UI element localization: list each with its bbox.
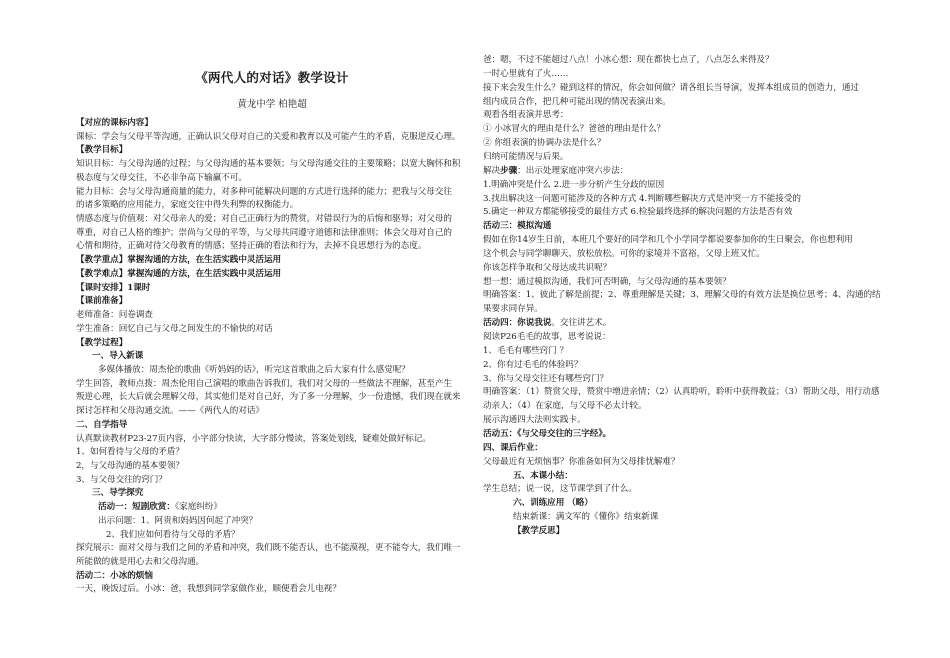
left-text-line: 所能做的就是用心去和父母沟通。 — [76, 557, 205, 568]
left-text-line: 心情和期待，正确对待父母教育的情感；坚持正确的看法和行为，去掉不良思想行为的态度。 — [76, 241, 427, 252]
right-text-line: 【教学反思】 — [513, 525, 565, 536]
right-text-line: 组内成员合作，把几种可能出现的情况表演出来。 — [483, 96, 671, 107]
left-text-line: 1、如何看待与父母的矛盾？ — [76, 447, 184, 458]
right-text-line: ② 你组表演的协调办法是什么？ — [483, 138, 606, 149]
right-text-line: 3.找出解决这一问题可能涉及的各种方式 4.判断哪些解决方式是冲突一方不能接受的 — [483, 193, 801, 204]
left-text-line: 极态度与父母交往，不必非争高下输赢不可。 — [76, 172, 247, 183]
left-text-line: 一天，晚饭过后。小冰：爸，我想到同学家做作业，顺便看会儿电视？ — [76, 584, 341, 595]
left-text-line: 【对应的课标内容】 — [76, 118, 153, 128]
left-text-line: 【教学目标】 — [76, 145, 128, 156]
left-text-line: 能力目标：会与父母沟通商量的能力，对多种可能解决问题的方式进行选择的能力；把我与父母交往 — [76, 186, 452, 197]
right-text-line: 展示沟通四大法则实践卡。 — [483, 415, 586, 426]
left-text-line: 知识目标：与父母沟通的过程；与父母沟通的基本要领；与父母沟通交往的主要策略；以宽大胸怀和积 — [76, 159, 461, 170]
right-text-line: 一时心里就有了火…… — [483, 68, 569, 79]
left-text-line: 探究展示：面对父母与我们之间的矛盾和冲突，我们既不能否认，也不能漠视，更不能夸大，我们唯一 — [76, 543, 461, 554]
left-text-line: 【教学过程】 — [76, 337, 128, 348]
right-text-line: 3、你与父母交往还有哪些窍门？ — [483, 373, 609, 384]
left-text-line: 一、导入新课 — [92, 351, 144, 362]
right-text-line: 结束新课：满文军的《懂你》结束新课 — [513, 512, 659, 523]
right-text-line: ① 小冰冒火的理由是什么？爸爸的理由是什么？ — [483, 124, 666, 135]
right-text-line: 活动四：你说我说。交往讲艺术。 — [483, 318, 612, 329]
right-text-line: 活动三：模拟沟通 — [483, 221, 552, 232]
right-text-line: 动亲人；（4）在家庭，与父母不必太计较。 — [483, 401, 647, 412]
right-text-line: 明确答案：（1）赞赏父母，赞赏中增进亲情；（2）认真聆听，聆听中获得教益；（3）帮助父母，用行动感 — [483, 387, 880, 398]
left-text-line: 情感态度与价值观：对父母亲人的爱；对自己正确行为的赞赏，对错误行为的后悔和驱辱；对父母的 — [76, 214, 452, 225]
right-text-line: 果要求同存异。 — [483, 304, 543, 315]
left-text-line: 学生回答，教师点拨：周杰伦用自己演唱的歌曲告诉我们，我们对父母的一些做法不理解，甚至产生 — [76, 378, 452, 389]
left-text-line: 出示问题：1、阿贵和妈妈因何起了冲突？ — [98, 515, 258, 526]
right-text-line: 假如在你14岁生日前，本班几个要好的同学和几个小学同学都说要参加你的生日聚会，你也想利用 — [483, 235, 853, 246]
left-text-line: 三、导学探究 — [92, 488, 144, 499]
left-text-line: 2，与父母沟通的基本要领？ — [76, 461, 184, 471]
left-text-line: 二、自学指导 — [76, 419, 128, 430]
left-text-line: 2、我们应如何看待与父母的矛盾？ — [106, 529, 240, 540]
right-text-line: 学生总结；说一说，这节课学到了什么。 — [483, 484, 637, 495]
author-line: 黄龙中学 柏艳超 — [237, 99, 307, 110]
left-text-line: 尊重，对自己人格的维护；崇尚与父母的平等，与父母共同遵守道德和法律准则；体会父母对自己的 — [76, 227, 452, 238]
right-text-line: 5.确定一种双方都能够接受的最佳方式 6.检验最终选择的解决问题的方法是否有效 — [483, 207, 793, 218]
right-text-line: 阅读P26毛毛的故事，思考说说： — [483, 332, 611, 342]
left-text-line: 【课时安排】1课时 — [76, 282, 151, 293]
right-text-line: 明确答案：1、彼此了解是前提；2、尊重理解是关键；3、理解父母的有效方法是换位思考；4、沟通的结 — [483, 290, 881, 301]
right-text-line: 活动五：《与父母交往的三字经》。 — [483, 428, 612, 439]
right-text-line: 想一想：通过模拟沟通，我们可否明确，与父母沟通的基本要领？ — [483, 276, 731, 287]
right-text-line: 六、训练应用 （略） — [513, 498, 593, 509]
right-text-line: 你该怎样争取和父母达成共识呢？ — [483, 262, 612, 273]
right-text-line: 父母最近有无烦恼事？你准备如何为父母排忧解难？ — [483, 456, 680, 467]
right-text-line: 解决步骤：出示处理家庭冲突六步法： — [483, 165, 629, 176]
document-title: 《两代人的对话》教学设计 — [195, 70, 349, 85]
left-text-line: 活动一：短剧欣赏：《家庭纠纷》 — [98, 502, 222, 513]
left-text-line: 活动二：小冰的烦恼 — [76, 570, 153, 581]
right-text-line: 接下来会发生什么？碰到这样的情况，你会如何做？请各组长当导演，发挥本组成员的创造力，通过 — [483, 82, 859, 93]
right-text-line: 1.明确冲突是什么 2.进一步分析产生分歧的原因 — [483, 179, 665, 190]
left-text-line: 认真默读教材P23-27页内容，小字部分快读，大字部分慢读，答案处划线，疑难处做好标记。 — [76, 433, 431, 444]
left-text-line: 【课前准备】 — [76, 296, 128, 307]
left-text-line: 多媒体播放：周杰伦的歌曲《听妈妈的话》，听完这首歌曲之后大家有什么感觉呢？ — [98, 364, 410, 375]
left-text-line: 老师准备：问卷调查 — [76, 310, 153, 321]
left-text-line: 【教学重点】掌握沟通的方法，在生活实践中灵活运用 — [76, 255, 282, 266]
right-text-line: 四、课后作业： — [483, 442, 543, 453]
left-text-line: 【教学难点】掌握沟通的方法，在生活实践中灵活运用 — [76, 268, 282, 279]
left-text-line: 学生准备：回忆自己与父母之间发生的不愉快的对话 — [76, 323, 273, 334]
right-text-line: 五、本课小结： — [513, 470, 573, 481]
left-text-line: 的诸多策略的应用能力，家庭交往中得失利弊的权衡能力。 — [76, 200, 299, 211]
right-text-line: 归纳可能情况与后果。 — [483, 151, 569, 162]
right-text-line: 2、你有过毛毛的体验吗？ — [483, 359, 583, 370]
left-text-line: 探讨怎样和父母沟通交流。——《两代人的对话》 — [76, 406, 264, 417]
left-text-line: 3、与父母交往的窍门？ — [76, 474, 167, 485]
left-text-line: 叛逆心理，长大后就会理解父母，其实他们是对自己好，为了多一分理解，少一份遗憾，我们现在就来 — [76, 392, 461, 403]
right-text-line: 1、毛毛有哪些窍门 ？ — [483, 345, 568, 356]
right-text-line: 爸：嗯，不过不能超过八点！小冰心想：现在都快七点了，八点怎么来得及？ — [483, 55, 774, 65]
left-text-line: 课标：学会与父母平等沟通，正确认识父母对自己的关爱和教育以及可能产生的矛盾，克服逆反心理。 — [76, 131, 461, 142]
right-text-line: 这个机会与同学聊聊天，放松放松。可你的家境并不富裕，父母上班又忙。 — [483, 248, 765, 259]
right-text-line: 观看各组表演并思考： — [483, 110, 569, 121]
